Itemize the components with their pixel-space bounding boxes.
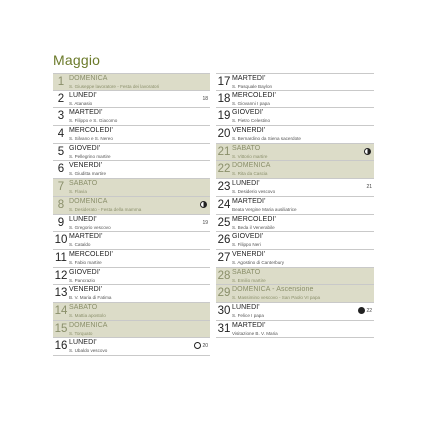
day-name: MERCOLEDI'	[232, 91, 276, 99]
day-row	[216, 232, 374, 250]
saint-name: S. Torquato	[69, 330, 93, 336]
week-number: 21	[366, 184, 372, 191]
day-name: MARTEDI'	[69, 233, 103, 241]
saint-name: S. Massimino vescovo - San Paolo VI papa	[232, 295, 321, 301]
full-moon-icon	[194, 342, 201, 349]
day-number: 17	[217, 76, 231, 88]
saint-name: S. Flavia	[69, 189, 87, 195]
day-row	[216, 179, 374, 197]
day-name: LUNEDI'	[69, 91, 97, 99]
saint-name: S. Emilio martire	[232, 277, 266, 283]
day-number: 25	[217, 216, 231, 229]
day-number: 9	[57, 216, 65, 229]
week-number: 18	[202, 95, 208, 102]
day-row	[53, 303, 210, 321]
day-row	[216, 161, 374, 179]
day-row	[216, 91, 374, 109]
saint-name: B. V. Maria di Fatima	[69, 295, 112, 301]
days-column-right	[216, 73, 374, 338]
day-row	[53, 179, 210, 197]
day-name: SABATO	[69, 303, 98, 311]
day-name: GIOVEDI'	[69, 144, 101, 152]
day-name: DOMENICA	[69, 75, 108, 82]
day-number: 23	[217, 181, 231, 194]
day-row	[53, 126, 210, 144]
saint-name: S. Giuseppe lavoratore - Festa dei lavoratori	[69, 84, 160, 89]
half-moon-icon	[200, 201, 207, 208]
day-name: GIOVEDI'	[69, 268, 101, 276]
day-row	[53, 144, 210, 162]
day-name: GIOVEDI'	[232, 109, 264, 117]
day-row	[216, 250, 374, 268]
day-number: 7	[57, 181, 65, 194]
saint-name: S. Atanasio	[69, 100, 93, 106]
day-row	[216, 215, 374, 233]
saint-name: S. Gregorio vescovo	[69, 224, 111, 230]
day-name: MARTEDI'	[232, 197, 266, 205]
day-number: 8	[57, 198, 65, 211]
day-row	[216, 73, 374, 91]
month-title: Maggio	[53, 52, 101, 68]
day-row	[216, 144, 374, 162]
day-name: VENERDI'	[69, 286, 103, 294]
day-number: 28	[217, 269, 231, 282]
saint-name: S. Fabio martire	[69, 259, 102, 265]
day-row	[216, 285, 374, 303]
day-number: 21	[217, 145, 231, 158]
day-name: LUNEDI'	[232, 303, 260, 311]
day-number: 31	[217, 322, 231, 335]
day-row	[216, 126, 374, 144]
day-number: 2	[57, 92, 65, 105]
saint-name: S. Bernardino da Siena sacerdote	[232, 136, 301, 142]
day-number: 27	[217, 251, 231, 264]
day-row	[53, 91, 210, 109]
saint-name: S. Agostino di Canterbury	[232, 259, 285, 265]
day-name: MARTEDI'	[232, 321, 266, 329]
day-number: 13	[54, 287, 68, 300]
day-name: LUNEDI'	[69, 339, 97, 347]
day-number: 11	[55, 251, 67, 264]
day-name: VENERDI'	[232, 250, 266, 258]
new-moon-icon	[358, 307, 365, 314]
day-number: 15	[54, 322, 68, 335]
day-name: VENERDI'	[232, 127, 266, 135]
saint-name: S. Rita da Cascia	[232, 171, 268, 177]
day-name: SABATO	[232, 268, 261, 276]
saint-name: Beata Vergine Maria ausiliatrice	[232, 206, 297, 212]
day-name: MERCOLEDI'	[232, 215, 276, 223]
day-name: SABATO	[69, 180, 98, 188]
day-row	[216, 268, 374, 286]
saint-name: S. Filippo Neri	[232, 242, 261, 248]
days-column-left	[53, 73, 210, 356]
day-number: 6	[57, 163, 65, 176]
day-row	[216, 197, 374, 215]
day-row	[53, 215, 210, 233]
saint-name: S. Giovanni I papa	[232, 100, 270, 106]
day-row	[216, 108, 374, 126]
saint-name: S. Pietro Celestino	[232, 118, 271, 124]
day-row	[53, 268, 210, 286]
day-row	[216, 303, 374, 321]
saint-name: S. Desiderato - Festa della mamma	[69, 206, 142, 212]
saint-name: S. Felice I papa	[232, 312, 264, 318]
day-number: 4	[57, 128, 65, 141]
day-number: 24	[217, 198, 231, 211]
week-number: 19	[202, 219, 208, 226]
day-number: 16	[54, 340, 68, 353]
day-row	[53, 232, 210, 250]
saint-name: S. Pancrazio	[69, 277, 96, 283]
day-name: MERCOLEDI'	[69, 250, 113, 258]
day-row	[216, 321, 374, 339]
saint-name: S. Cataldo	[69, 242, 91, 248]
day-number: 22	[217, 163, 231, 176]
day-row	[53, 73, 210, 91]
day-row	[53, 108, 210, 126]
day-name: DOMENICA	[232, 162, 271, 170]
day-number: 5	[57, 145, 65, 158]
day-name: MARTEDI'	[232, 75, 266, 82]
saint-name: S. Pasquale Baylon	[232, 84, 273, 89]
day-number: 3	[57, 110, 65, 123]
saint-name: S. Giuditta martire	[69, 171, 107, 177]
day-name: MARTEDI'	[69, 109, 103, 117]
day-name: DOMENICA	[69, 197, 108, 205]
saint-name: S. Beda il Venerabile	[232, 224, 275, 230]
day-number: 1	[57, 76, 65, 88]
day-row	[53, 161, 210, 179]
day-number: 18	[217, 92, 231, 105]
day-row	[53, 321, 210, 339]
day-name: DOMENICA - Ascensione	[232, 286, 314, 294]
saint-name: S. Silvano e S. Nereo	[69, 136, 113, 142]
day-name: SABATO	[232, 144, 261, 152]
day-number: 29	[217, 287, 231, 300]
day-name: LUNEDI'	[232, 180, 260, 188]
day-row	[53, 285, 210, 303]
day-number: 14	[54, 304, 68, 317]
saint-name: S. Pellegrino martire	[69, 153, 111, 159]
saint-name: S. Vittorio martire	[232, 153, 268, 159]
half-moon-icon	[364, 148, 371, 155]
day-name: GIOVEDI'	[232, 233, 264, 241]
day-row	[53, 250, 210, 268]
day-number: 12	[54, 269, 68, 282]
saint-name: S. Mattia apostolo	[69, 312, 106, 318]
day-name: VENERDI'	[69, 162, 103, 170]
day-number: 20	[217, 128, 231, 141]
saint-name: Visitazione B. V. Maria	[232, 330, 278, 336]
day-name: DOMENICA	[69, 321, 108, 329]
saint-name: S. Desiderio vescovo	[232, 189, 276, 195]
day-number: 26	[217, 234, 231, 247]
day-number: 19	[217, 110, 231, 123]
week-number: 20	[202, 343, 208, 350]
day-row	[53, 197, 210, 215]
saint-name: S. Filippo e S. Giacomo	[69, 118, 118, 124]
day-row	[53, 338, 210, 356]
day-number: 30	[217, 304, 231, 317]
day-name: LUNEDI'	[69, 215, 97, 223]
day-number: 10	[54, 234, 68, 247]
day-name: MERCOLEDI'	[69, 127, 113, 135]
week-number: 22	[366, 307, 372, 314]
saint-name: S. Ubaldo vescovo	[69, 348, 108, 354]
